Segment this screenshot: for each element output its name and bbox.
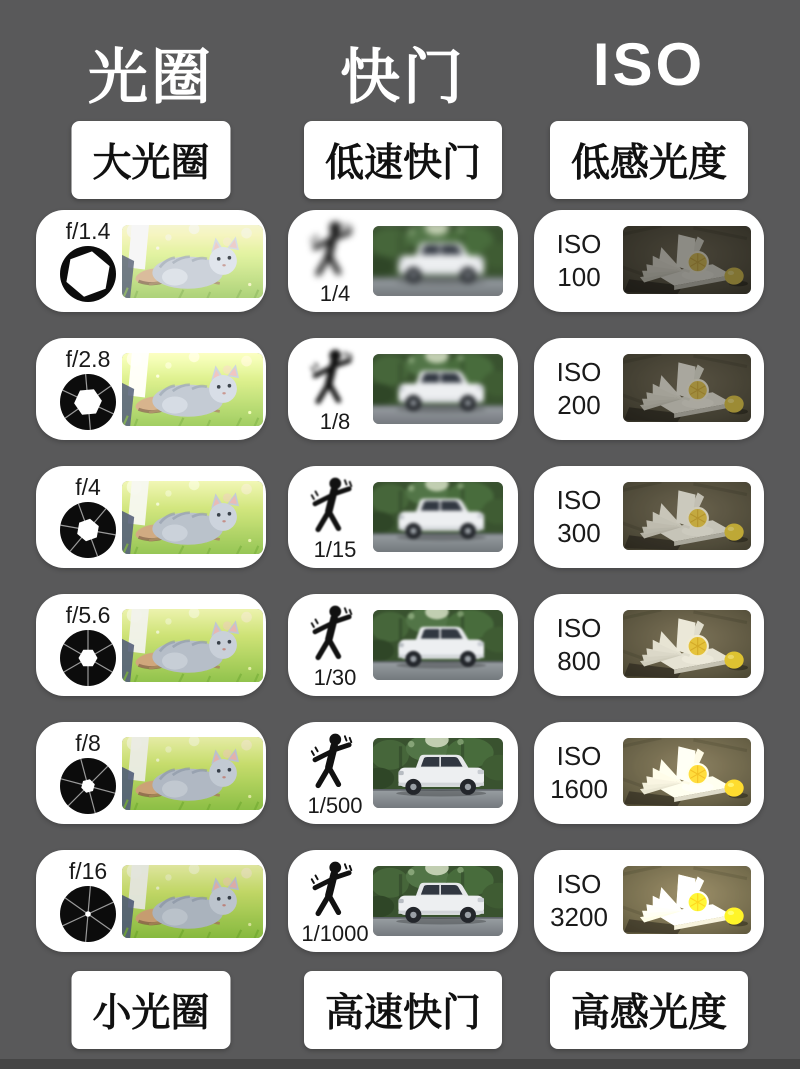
aperture-icon (58, 372, 118, 432)
f-number-label: f/1.4 (65, 218, 111, 244)
aperture-top-label: 大光圈 (71, 121, 230, 199)
motion-person-icon (308, 348, 354, 410)
aperture-icon (58, 884, 118, 944)
shutter-speed-label: 1/15 (313, 537, 357, 562)
aperture-column (36, 0, 266, 1069)
car-photo (373, 738, 503, 808)
f-number-label: f/2.8 (65, 346, 111, 372)
aperture-icon (58, 756, 118, 816)
motion-person-icon (308, 860, 354, 922)
shutter-speed-label: 1/8 (319, 409, 351, 434)
iso-card-200 (534, 338, 764, 440)
car-photo (373, 482, 503, 552)
shutter-card-1-8 (288, 338, 518, 440)
shutter-card-1-15 (288, 466, 518, 568)
iso-bottom-label: 高感光度 (550, 971, 748, 1049)
aperture-icon (58, 500, 118, 560)
iso-card-800 (534, 594, 764, 696)
iso-card-300 (534, 466, 764, 568)
iso-value-label: ISO 300 (556, 485, 602, 548)
iso-card-3200 (534, 850, 764, 952)
shutter-bottom-label: 高速快门 (304, 971, 502, 1049)
shutter-card-1-500 (288, 722, 518, 824)
iso-card-1600 (534, 722, 764, 824)
book-lemon-photo (623, 226, 751, 294)
iso-header: ISO (592, 31, 706, 98)
iso-column (534, 0, 764, 1069)
shutter-column (288, 0, 518, 1069)
aperture-bottom-label: 小光圈 (71, 971, 230, 1049)
f-number-label: f/5.6 (65, 602, 111, 628)
iso-value-label: ISO 1600 (550, 741, 608, 804)
motion-person-icon (308, 476, 354, 538)
car-photo (373, 866, 503, 936)
aperture-header: 光圈 (88, 44, 214, 111)
aperture-card-f5-6 (36, 594, 266, 696)
iso-value-label: ISO 200 (556, 357, 602, 420)
shutter-card-1-4 (288, 210, 518, 312)
iso-value-label: ISO 100 (556, 229, 602, 292)
iso-value-label: ISO 3200 (550, 869, 608, 932)
cat-photo (122, 353, 263, 426)
shutter-speed-label: 1/1000 (301, 921, 369, 946)
cat-photo (122, 225, 263, 298)
aperture-card-f4 (36, 466, 266, 568)
cat-photo (122, 737, 263, 810)
shutter-speed-label: 1/4 (319, 281, 351, 306)
book-lemon-photo (623, 482, 751, 550)
bottom-edge-strip (0, 1059, 800, 1069)
iso-value-label: ISO 800 (556, 613, 602, 676)
cat-photo (122, 865, 263, 938)
f-number-label: f/8 (75, 730, 101, 756)
iso-top-label: 低感光度 (550, 121, 748, 199)
aperture-card-f8 (36, 722, 266, 824)
aperture-icon (58, 244, 118, 304)
shutter-speed-label: 1/30 (313, 665, 357, 690)
f-number-label: f/4 (75, 474, 101, 500)
car-photo (373, 226, 503, 296)
motion-person-icon (308, 220, 354, 282)
aperture-card-f2-8 (36, 338, 266, 440)
car-photo (373, 354, 503, 424)
shutter-card-1-1000 (288, 850, 518, 952)
shutter-speed-label: 1/500 (307, 793, 363, 818)
book-lemon-photo (623, 610, 751, 678)
book-lemon-photo (623, 354, 751, 422)
car-photo (373, 610, 503, 680)
shutter-header: 快门 (340, 44, 466, 111)
cat-photo (122, 609, 263, 682)
aperture-card-f16 (36, 850, 266, 952)
aperture-icon (58, 628, 118, 688)
book-lemon-photo (623, 866, 751, 934)
book-lemon-photo (623, 738, 751, 806)
shutter-top-label: 低速快门 (304, 121, 502, 199)
cat-photo (122, 481, 263, 554)
shutter-card-1-30 (288, 594, 518, 696)
f-number-label: f/16 (68, 858, 108, 884)
iso-card-100 (534, 210, 764, 312)
aperture-card-f1-4 (36, 210, 266, 312)
motion-person-icon (308, 604, 354, 666)
motion-person-icon (308, 732, 354, 794)
